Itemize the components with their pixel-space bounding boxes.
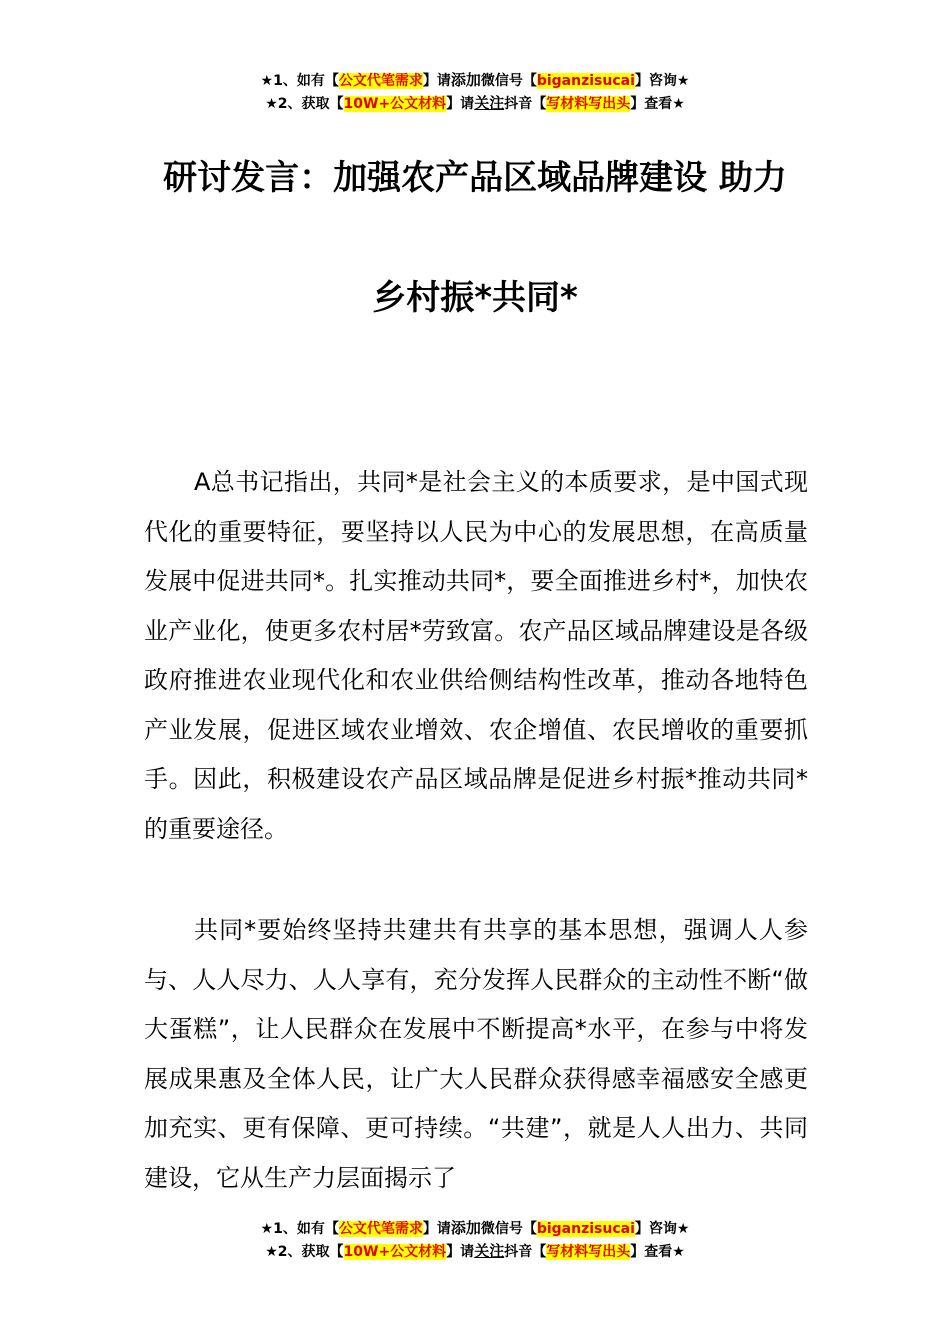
promo-emphasis: 添加 <box>450 71 481 89</box>
promo-line-2 <box>0 1240 950 1263</box>
promo-highlight: 公文代笔需求 <box>338 73 423 89</box>
promo-highlight: 10W+公文材料 <box>343 96 447 112</box>
body-paragraph-2: 共同*要始终坚持共建共有共享的基本思想，强调人人参与、人人尽力、人人享有，充分发挥人民群众的主动性不断“做大蛋糕”，让人民群众在发展中不断提高*水平，在参与中将发展成果惠及全体人民，让广大人民群众获得感幸福感安全感更加充实、更有保障、更可持续。“共建”，就是人人出力、共同建设，它从生产力层面揭示了 <box>144 916 808 1192</box>
promo-line-1 <box>0 1217 950 1240</box>
promo-highlight: 公文代笔需求 <box>338 1221 423 1237</box>
promo-text: 抖音【 <box>504 1244 547 1260</box>
promo-text: 抖音【 <box>504 96 547 112</box>
promo-text: 】咨询★ <box>634 73 690 89</box>
promo-text: 】咨询★ <box>634 1221 690 1237</box>
promo-banner-bottom <box>0 1217 950 1263</box>
promo-text: 微信号【 <box>480 73 537 89</box>
promo-text: 】请 <box>446 1244 475 1260</box>
promo-text: ★1、如有【 <box>260 1221 339 1237</box>
promo-text: 微信号【 <box>480 1221 537 1237</box>
promo-text: ★1、如有【 <box>260 73 339 89</box>
promo-text: 】请 <box>446 96 475 112</box>
promo-line-2 <box>0 92 950 115</box>
promo-douyin-id: 写材料写出头 <box>546 96 631 112</box>
promo-douyin-id: 写材料写出头 <box>546 1244 631 1260</box>
promo-emphasis: 关注 <box>474 1242 505 1260</box>
doc-title-line-2: 乡村振*共同* <box>372 278 578 318</box>
promo-emphasis: 关注 <box>474 94 505 112</box>
promo-text: ★2、获取【 <box>265 1244 344 1260</box>
promo-line-1 <box>0 69 950 92</box>
doc-title-line-1: 研讨发言：加强农产品区域品牌建设 助力 <box>163 158 787 198</box>
promo-wechat-id: biganzisucai <box>536 73 635 89</box>
body-paragraph-1: A总书记指出，共同*是社会主义的本质要求，是中国式现代化的重要特征，要坚持以人民为中心的发展思想，在高质量发展中促进共同*。扎实推动共同*，要全面推进乡村*，加快农业产业化，使更多农村居*劳致富。农产品区域品牌建设是各级政府推进农业现代化和农业供给侧结构性改革，推动各地特色产业发展，促进区域农业增效、农企增值、农民增收的重要抓手。因此，积极建设农产品区域品牌是促进乡村振*推动共同*的重要途径。 <box>144 468 808 843</box>
promo-text: ★2、获取【 <box>265 96 344 112</box>
promo-wechat-id: biganzisucai <box>536 1221 635 1237</box>
promo-highlight: 10W+公文材料 <box>343 1244 447 1260</box>
promo-banner-top <box>0 69 950 115</box>
promo-text: 】请 <box>422 73 451 89</box>
promo-text: 】查看★ <box>630 96 685 112</box>
promo-text: 】请 <box>422 1221 451 1237</box>
promo-text: 】查看★ <box>630 1244 685 1260</box>
promo-emphasis: 添加 <box>450 1219 481 1237</box>
